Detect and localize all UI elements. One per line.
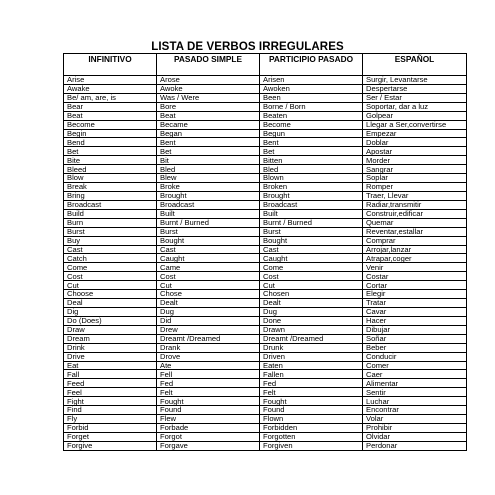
cell-pasado-simple: Dug bbox=[157, 307, 260, 316]
cell-espanol: Hacer bbox=[363, 316, 467, 325]
table-row bbox=[64, 138, 467, 147]
cell-participio-pasado: Awoken bbox=[260, 84, 363, 93]
cell-infinitivo: Draw bbox=[64, 325, 157, 334]
cell-espanol: Apostar bbox=[363, 147, 467, 156]
cell-pasado-simple: Fell bbox=[157, 370, 260, 379]
cell-infinitivo: Beat bbox=[64, 111, 157, 120]
cell-pasado-simple: Dealt bbox=[157, 299, 260, 308]
cell-infinitivo: Awake bbox=[64, 84, 157, 93]
cell-pasado-simple: Came bbox=[157, 263, 260, 272]
cell-espanol: Sentir bbox=[363, 388, 467, 397]
table-header bbox=[64, 54, 467, 76]
cell-infinitivo: Bet bbox=[64, 147, 157, 156]
cell-infinitivo: Broadcast bbox=[64, 200, 157, 209]
cell-participio-pasado: Felt bbox=[260, 388, 363, 397]
cell-pasado-simple: Brought bbox=[157, 191, 260, 200]
cell-infinitivo: Burn bbox=[64, 218, 157, 227]
cell-infinitivo: Bring bbox=[64, 191, 157, 200]
cell-participio-pasado: Chosen bbox=[260, 290, 363, 299]
cell-infinitivo: Deal bbox=[64, 299, 157, 308]
cell-espanol: Empezar bbox=[363, 129, 467, 138]
cell-pasado-simple: Broadcast bbox=[157, 200, 260, 209]
cell-participio-pasado: Bled bbox=[260, 165, 363, 174]
table-row bbox=[64, 406, 467, 415]
table-row bbox=[64, 415, 467, 424]
cell-infinitivo: Dig bbox=[64, 307, 157, 316]
cell-espanol: Arrojar,lanzar bbox=[363, 245, 467, 254]
header-pasado-simple: PASADO SIMPLE bbox=[157, 54, 260, 76]
cell-participio-pasado: Bitten bbox=[260, 156, 363, 165]
table-row bbox=[64, 236, 467, 245]
cell-participio-pasado: Broken bbox=[260, 183, 363, 192]
cell-espanol: Quemar bbox=[363, 218, 467, 227]
cell-participio-pasado: Dealt bbox=[260, 299, 363, 308]
cell-espanol: Doblar bbox=[363, 138, 467, 147]
table-row bbox=[64, 102, 467, 111]
cell-participio-pasado: Done bbox=[260, 316, 363, 325]
irregular-verbs-table bbox=[63, 53, 467, 451]
cell-infinitivo: Bend bbox=[64, 138, 157, 147]
cell-pasado-simple: Found bbox=[157, 406, 260, 415]
cell-infinitivo: Blow bbox=[64, 174, 157, 183]
cell-espanol: Caer bbox=[363, 370, 467, 379]
cell-infinitivo: Build bbox=[64, 209, 157, 218]
cell-participio-pasado: Burnt / Burned bbox=[260, 218, 363, 227]
cell-pasado-simple: Awoke bbox=[157, 84, 260, 93]
cell-infinitivo: Cast bbox=[64, 245, 157, 254]
cell-infinitivo: Buy bbox=[64, 236, 157, 245]
cell-infinitivo: Forget bbox=[64, 432, 157, 441]
cell-espanol: Morder bbox=[363, 156, 467, 165]
table-row bbox=[64, 174, 467, 183]
cell-espanol: Beber bbox=[363, 343, 467, 352]
cell-pasado-simple: Bled bbox=[157, 165, 260, 174]
header-infinitivo: INFINITIVO bbox=[64, 54, 157, 76]
cell-infinitivo: Do (Does) bbox=[64, 316, 157, 325]
cell-espanol: Reventar,estallar bbox=[363, 227, 467, 236]
cell-espanol: Ser / Estar bbox=[363, 93, 467, 102]
cell-espanol: Perdonar bbox=[363, 441, 467, 450]
cell-infinitivo: Come bbox=[64, 263, 157, 272]
cell-infinitivo: Burst bbox=[64, 227, 157, 236]
cell-espanol: Golpear bbox=[363, 111, 467, 120]
cell-espanol: Traer, Llevar bbox=[363, 191, 467, 200]
cell-pasado-simple: Fed bbox=[157, 379, 260, 388]
cell-pasado-simple: Fought bbox=[157, 397, 260, 406]
cell-participio-pasado: Forgiven bbox=[260, 441, 363, 450]
cell-participio-pasado: Cost bbox=[260, 272, 363, 281]
cell-pasado-simple: Flew bbox=[157, 415, 260, 424]
cell-espanol: Sangrar bbox=[363, 165, 467, 174]
cell-espanol: Dibujar bbox=[363, 325, 467, 334]
cell-participio-pasado: Flown bbox=[260, 415, 363, 424]
cell-espanol: Romper bbox=[363, 183, 467, 192]
table-row bbox=[64, 281, 467, 290]
cell-participio-pasado: Borne / Born bbox=[260, 102, 363, 111]
cell-espanol: Atrapar,coger bbox=[363, 254, 467, 263]
cell-infinitivo: Break bbox=[64, 183, 157, 192]
page-title: LISTA DE VERBOS IRREGULARES bbox=[151, 41, 344, 53]
cell-pasado-simple: Forbade bbox=[157, 423, 260, 432]
cell-participio-pasado: Beaten bbox=[260, 111, 363, 120]
cell-participio-pasado: Drawn bbox=[260, 325, 363, 334]
cell-espanol: Volar bbox=[363, 415, 467, 424]
table-row bbox=[64, 147, 467, 156]
cell-participio-pasado: Fought bbox=[260, 397, 363, 406]
cell-pasado-simple: Ate bbox=[157, 361, 260, 370]
cell-participio-pasado: Driven bbox=[260, 352, 363, 361]
cell-infinitivo: Dream bbox=[64, 334, 157, 343]
cell-pasado-simple: Bit bbox=[157, 156, 260, 165]
cell-pasado-simple: Broke bbox=[157, 183, 260, 192]
cell-espanol: Cortar bbox=[363, 281, 467, 290]
cell-espanol: Comprar bbox=[363, 236, 467, 245]
cell-espanol: Soplar bbox=[363, 174, 467, 183]
cell-participio-pasado: Dug bbox=[260, 307, 363, 316]
cell-participio-pasado: Blown bbox=[260, 174, 363, 183]
cell-espanol: Cavar bbox=[363, 307, 467, 316]
cell-pasado-simple: Beat bbox=[157, 111, 260, 120]
table-row bbox=[64, 183, 467, 192]
cell-participio-pasado: Come bbox=[260, 263, 363, 272]
table-row bbox=[64, 209, 467, 218]
cell-pasado-simple: Bent bbox=[157, 138, 260, 147]
cell-espanol: Soportar, dar a luz bbox=[363, 102, 467, 111]
cell-participio-pasado: Bet bbox=[260, 147, 363, 156]
cell-infinitivo: Drink bbox=[64, 343, 157, 352]
header-espanol: ESPAÑOL bbox=[363, 54, 467, 76]
cell-participio-pasado: Become bbox=[260, 120, 363, 129]
cell-espanol: Prohibir bbox=[363, 423, 467, 432]
cell-espanol: Venir bbox=[363, 263, 467, 272]
table-row bbox=[64, 432, 467, 441]
cell-infinitivo: Eat bbox=[64, 361, 157, 370]
table-row bbox=[64, 361, 467, 370]
table-row bbox=[64, 397, 467, 406]
cell-infinitivo: Bleed bbox=[64, 165, 157, 174]
table-row bbox=[64, 441, 467, 450]
cell-pasado-simple: Became bbox=[157, 120, 260, 129]
cell-infinitivo: Feed bbox=[64, 379, 157, 388]
table-row bbox=[64, 200, 467, 209]
cell-espanol: Radiar,transmitir bbox=[363, 200, 467, 209]
table-row bbox=[64, 325, 467, 334]
table-row bbox=[64, 343, 467, 352]
cell-participio-pasado: Arisen bbox=[260, 76, 363, 85]
cell-pasado-simple: Bet bbox=[157, 147, 260, 156]
cell-pasado-simple: Blew bbox=[157, 174, 260, 183]
cell-pasado-simple: Burst bbox=[157, 227, 260, 236]
cell-infinitivo: Cost bbox=[64, 272, 157, 281]
table-row bbox=[64, 245, 467, 254]
cell-participio-pasado: Fallen bbox=[260, 370, 363, 379]
cell-participio-pasado: Fed bbox=[260, 379, 363, 388]
cell-pasado-simple: Felt bbox=[157, 388, 260, 397]
cell-pasado-simple: Bore bbox=[157, 102, 260, 111]
table-row bbox=[64, 352, 467, 361]
cell-espanol: Encontrar bbox=[363, 406, 467, 415]
cell-pasado-simple: Drank bbox=[157, 343, 260, 352]
cell-participio-pasado: Been bbox=[260, 93, 363, 102]
table-row bbox=[64, 76, 467, 85]
table-row bbox=[64, 370, 467, 379]
cell-pasado-simple: Forgot bbox=[157, 432, 260, 441]
cell-espanol: Luchar bbox=[363, 397, 467, 406]
cell-pasado-simple: Forgave bbox=[157, 441, 260, 450]
table-row bbox=[64, 379, 467, 388]
cell-pasado-simple: Cut bbox=[157, 281, 260, 290]
cell-participio-pasado: Caught bbox=[260, 254, 363, 263]
table-row bbox=[64, 129, 467, 138]
cell-pasado-simple: Did bbox=[157, 316, 260, 325]
cell-participio-pasado: Bought bbox=[260, 236, 363, 245]
cell-espanol: Despertarse bbox=[363, 84, 467, 93]
table-row bbox=[64, 299, 467, 308]
table-row bbox=[64, 316, 467, 325]
table-row bbox=[64, 334, 467, 343]
table-row bbox=[64, 84, 467, 93]
cell-pasado-simple: Caught bbox=[157, 254, 260, 263]
cell-infinitivo: Feel bbox=[64, 388, 157, 397]
cell-pasado-simple: Arose bbox=[157, 76, 260, 85]
cell-infinitivo: Catch bbox=[64, 254, 157, 263]
cell-espanol: Llegar a Ser,convertirse bbox=[363, 120, 467, 129]
cell-pasado-simple: Cast bbox=[157, 245, 260, 254]
cell-pasado-simple: Chose bbox=[157, 290, 260, 299]
table-row bbox=[64, 290, 467, 299]
cell-espanol: Elegir bbox=[363, 290, 467, 299]
cell-espanol: Surgir, Levantarse bbox=[363, 76, 467, 85]
cell-pasado-simple: Began bbox=[157, 129, 260, 138]
cell-infinitivo: Drive bbox=[64, 352, 157, 361]
header-row bbox=[64, 54, 467, 76]
table-row bbox=[64, 218, 467, 227]
cell-espanol: Costar bbox=[363, 272, 467, 281]
cell-participio-pasado: Bent bbox=[260, 138, 363, 147]
table-body bbox=[64, 76, 467, 451]
cell-participio-pasado: Cut bbox=[260, 281, 363, 290]
cell-infinitivo: Become bbox=[64, 120, 157, 129]
cell-participio-pasado: Forbidden bbox=[260, 423, 363, 432]
table-row bbox=[64, 272, 467, 281]
cell-participio-pasado: Eaten bbox=[260, 361, 363, 370]
cell-infinitivo: Arise bbox=[64, 76, 157, 85]
table-row bbox=[64, 254, 467, 263]
cell-espanol: Comer bbox=[363, 361, 467, 370]
table-row bbox=[64, 111, 467, 120]
table-row bbox=[64, 227, 467, 236]
cell-participio-pasado: Forgotten bbox=[260, 432, 363, 441]
cell-participio-pasado: Found bbox=[260, 406, 363, 415]
table-row bbox=[64, 307, 467, 316]
cell-infinitivo: Forbid bbox=[64, 423, 157, 432]
cell-pasado-simple: Bought bbox=[157, 236, 260, 245]
cell-espanol: Alimentar bbox=[363, 379, 467, 388]
table-row bbox=[64, 93, 467, 102]
table-row bbox=[64, 165, 467, 174]
header-participio-pasado: PARTICIPIO PASADO bbox=[260, 54, 363, 76]
cell-espanol: Conducir bbox=[363, 352, 467, 361]
cell-espanol: Olvidar bbox=[363, 432, 467, 441]
table-row bbox=[64, 388, 467, 397]
cell-pasado-simple: Was / Were bbox=[157, 93, 260, 102]
cell-pasado-simple: Built bbox=[157, 209, 260, 218]
table-row bbox=[64, 156, 467, 165]
cell-infinitivo: Begin bbox=[64, 129, 157, 138]
cell-participio-pasado: Brought bbox=[260, 191, 363, 200]
cell-infinitivo: Bear bbox=[64, 102, 157, 111]
cell-pasado-simple: Dreamt /Dreamed bbox=[157, 334, 260, 343]
cell-infinitivo: Fly bbox=[64, 415, 157, 424]
cell-pasado-simple: Cost bbox=[157, 272, 260, 281]
cell-infinitivo: Forgive bbox=[64, 441, 157, 450]
cell-participio-pasado: Built bbox=[260, 209, 363, 218]
cell-infinitivo: Bite bbox=[64, 156, 157, 165]
cell-espanol: Tratar bbox=[363, 299, 467, 308]
cell-infinitivo: Be/ am, are, is bbox=[64, 93, 157, 102]
cell-participio-pasado: Begun bbox=[260, 129, 363, 138]
cell-participio-pasado: Cast bbox=[260, 245, 363, 254]
cell-infinitivo: Fall bbox=[64, 370, 157, 379]
cell-pasado-simple: Drew bbox=[157, 325, 260, 334]
cell-participio-pasado: Broadcast bbox=[260, 200, 363, 209]
table-row bbox=[64, 423, 467, 432]
cell-pasado-simple: Burnt / Burned bbox=[157, 218, 260, 227]
cell-infinitivo: Fight bbox=[64, 397, 157, 406]
cell-pasado-simple: Drove bbox=[157, 352, 260, 361]
cell-participio-pasado: Drunk bbox=[260, 343, 363, 352]
cell-infinitivo: Choose bbox=[64, 290, 157, 299]
table-row bbox=[64, 263, 467, 272]
cell-participio-pasado: Burst bbox=[260, 227, 363, 236]
table-row bbox=[64, 120, 467, 129]
cell-espanol: Soñar bbox=[363, 334, 467, 343]
cell-infinitivo: Find bbox=[64, 406, 157, 415]
cell-espanol: Construir,edificar bbox=[363, 209, 467, 218]
cell-infinitivo: Cut bbox=[64, 281, 157, 290]
cell-participio-pasado: Dreamt /Dreamed bbox=[260, 334, 363, 343]
table-row bbox=[64, 191, 467, 200]
